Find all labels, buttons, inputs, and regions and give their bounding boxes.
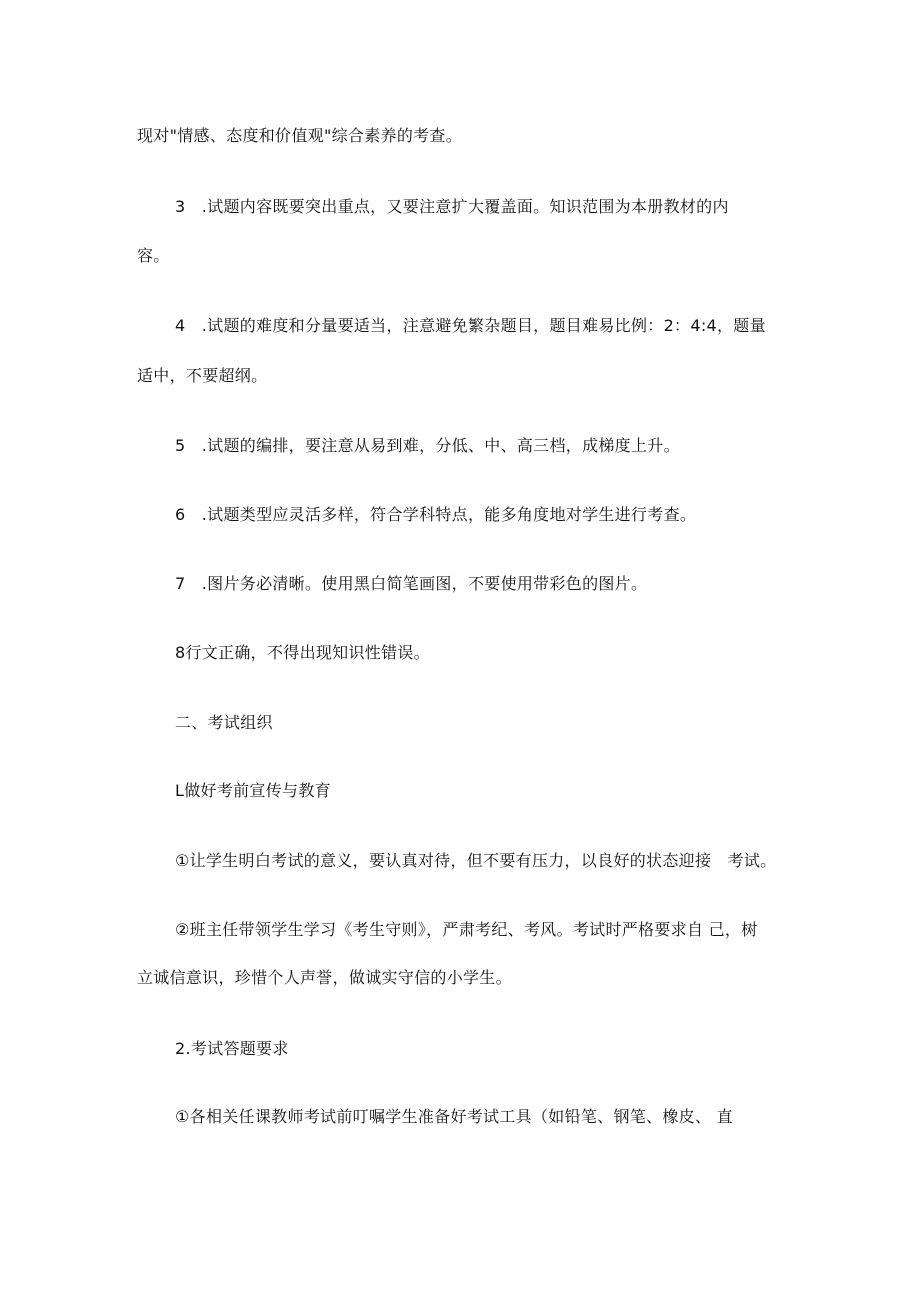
text-line-13: ②班主任带领学生学习《考生守则》，严肃考纪、考风。考试时严格要求自 己，树 [175, 920, 758, 939]
text-line-1: 现对"情感、态度和价值观"综合素养的考查。 [137, 126, 463, 145]
text-line-5: 适中，不要超纲。 [137, 366, 268, 385]
subsection-heading-1: L做好考前宣传与教育 [175, 781, 331, 800]
text-line-6: 5 .试题的编排，要注意从易到难，分低、中、高三档，成梯度上升。 [175, 436, 680, 455]
text-line-2: 3 .试题内容既要突出重点，又要注意扩大覆盖面。知识范围为本册教材的内 [175, 197, 729, 216]
text-line-7: 6 .试题类型应灵活多样，符合学科特点，能多角度地对学生进行考查。 [175, 505, 697, 524]
subsection-heading-2: 2.考试答题要求 [175, 1039, 289, 1058]
text-line-3: 容。 [137, 246, 170, 265]
text-line-16: ①各相关任课教师考试前叮嘱学生准备好考试工具（如铅笔、钢笔、橡皮、 直 [175, 1107, 733, 1126]
text-line-12: ①让学生明白考试的意义，要认真对待，但不要有压力，以良好的状态迎接 考试。 [175, 851, 777, 870]
text-line-14: 立诚信意识，珍惜个人声誉，做诚实守信的小学生。 [137, 968, 512, 987]
text-line-4: 4 .试题的难度和分量要适当，注意避免繁杂题目，题目难易比例：2：4:4，题量 [175, 316, 766, 335]
text-line-8: 7 .图片务必清晰。使用黑白简笔画图，不要使用带彩色的图片。 [175, 574, 648, 593]
text-line-9: 8行文正确，不得出现知识性错误。 [175, 643, 430, 662]
section-heading: 二、考试组织 [175, 713, 273, 732]
